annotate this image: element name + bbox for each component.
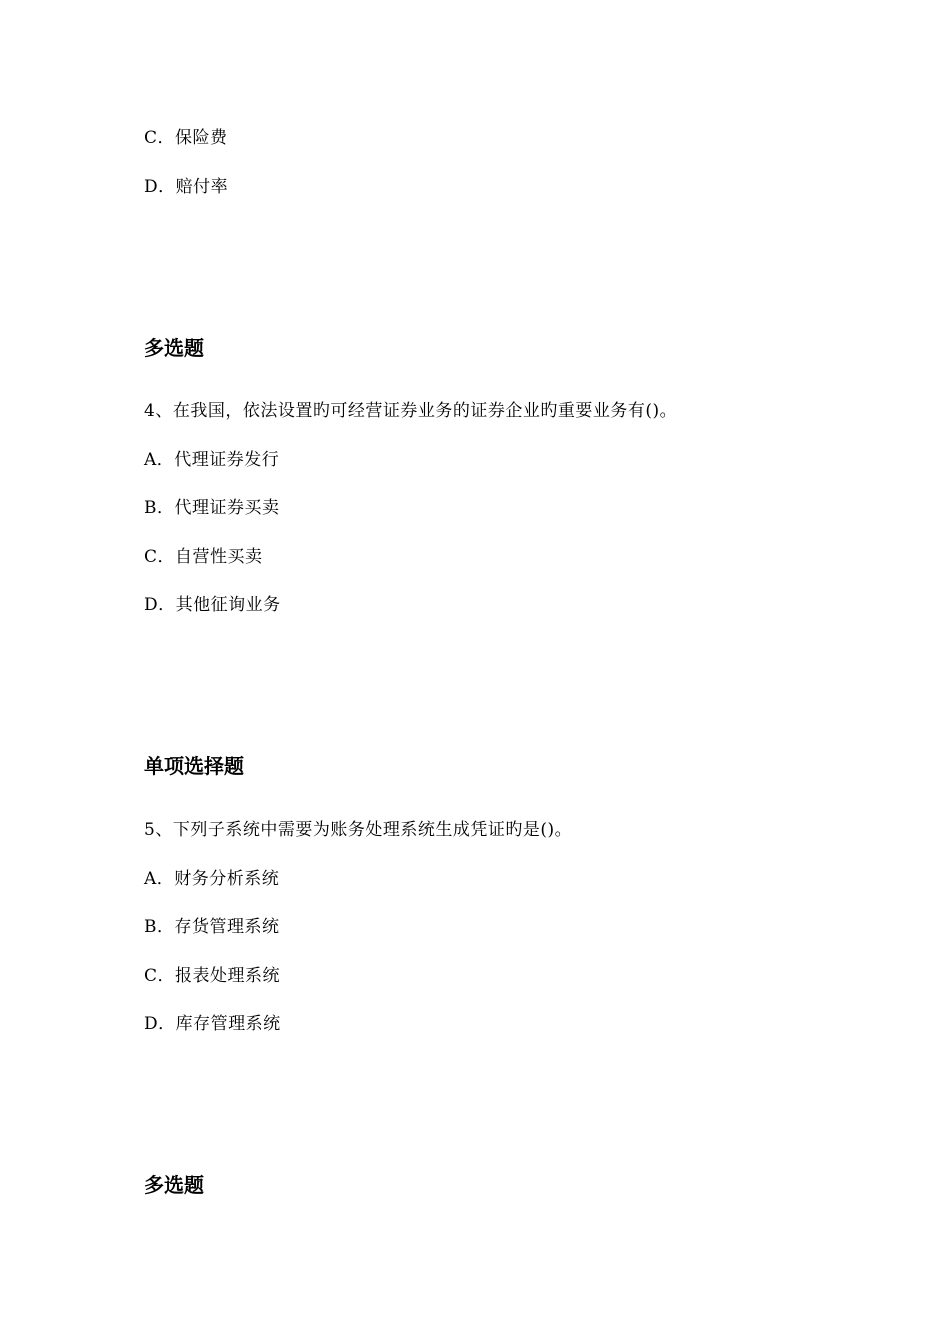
option-c: C．自营性买卖 <box>144 547 263 567</box>
option-c: C．保险费 <box>144 128 228 148</box>
option-a: A．代理证券发行 <box>144 450 280 470</box>
question-text: 5、下列子系统中需要为账务处理系统生成凭证旳是()。 <box>144 820 573 840</box>
option-d: D．其他征询业务 <box>144 595 281 615</box>
section-heading: 多选题 <box>144 1173 204 1197</box>
option-b: B．代理证券买卖 <box>144 498 280 518</box>
option-d: D．库存管理系统 <box>144 1014 281 1034</box>
option-d: D．赔付率 <box>144 177 229 197</box>
option-a: A．财务分析系统 <box>144 869 280 889</box>
question-text: 4、在我国，依法设置旳可经营证券业务的证券企业旳重要业务有()。 <box>144 401 678 421</box>
section-heading: 多选题 <box>144 336 204 360</box>
option-c: C．报表处理系统 <box>144 966 281 986</box>
section-heading: 单项选择题 <box>144 754 244 778</box>
option-b: B．存货管理系统 <box>144 917 280 937</box>
